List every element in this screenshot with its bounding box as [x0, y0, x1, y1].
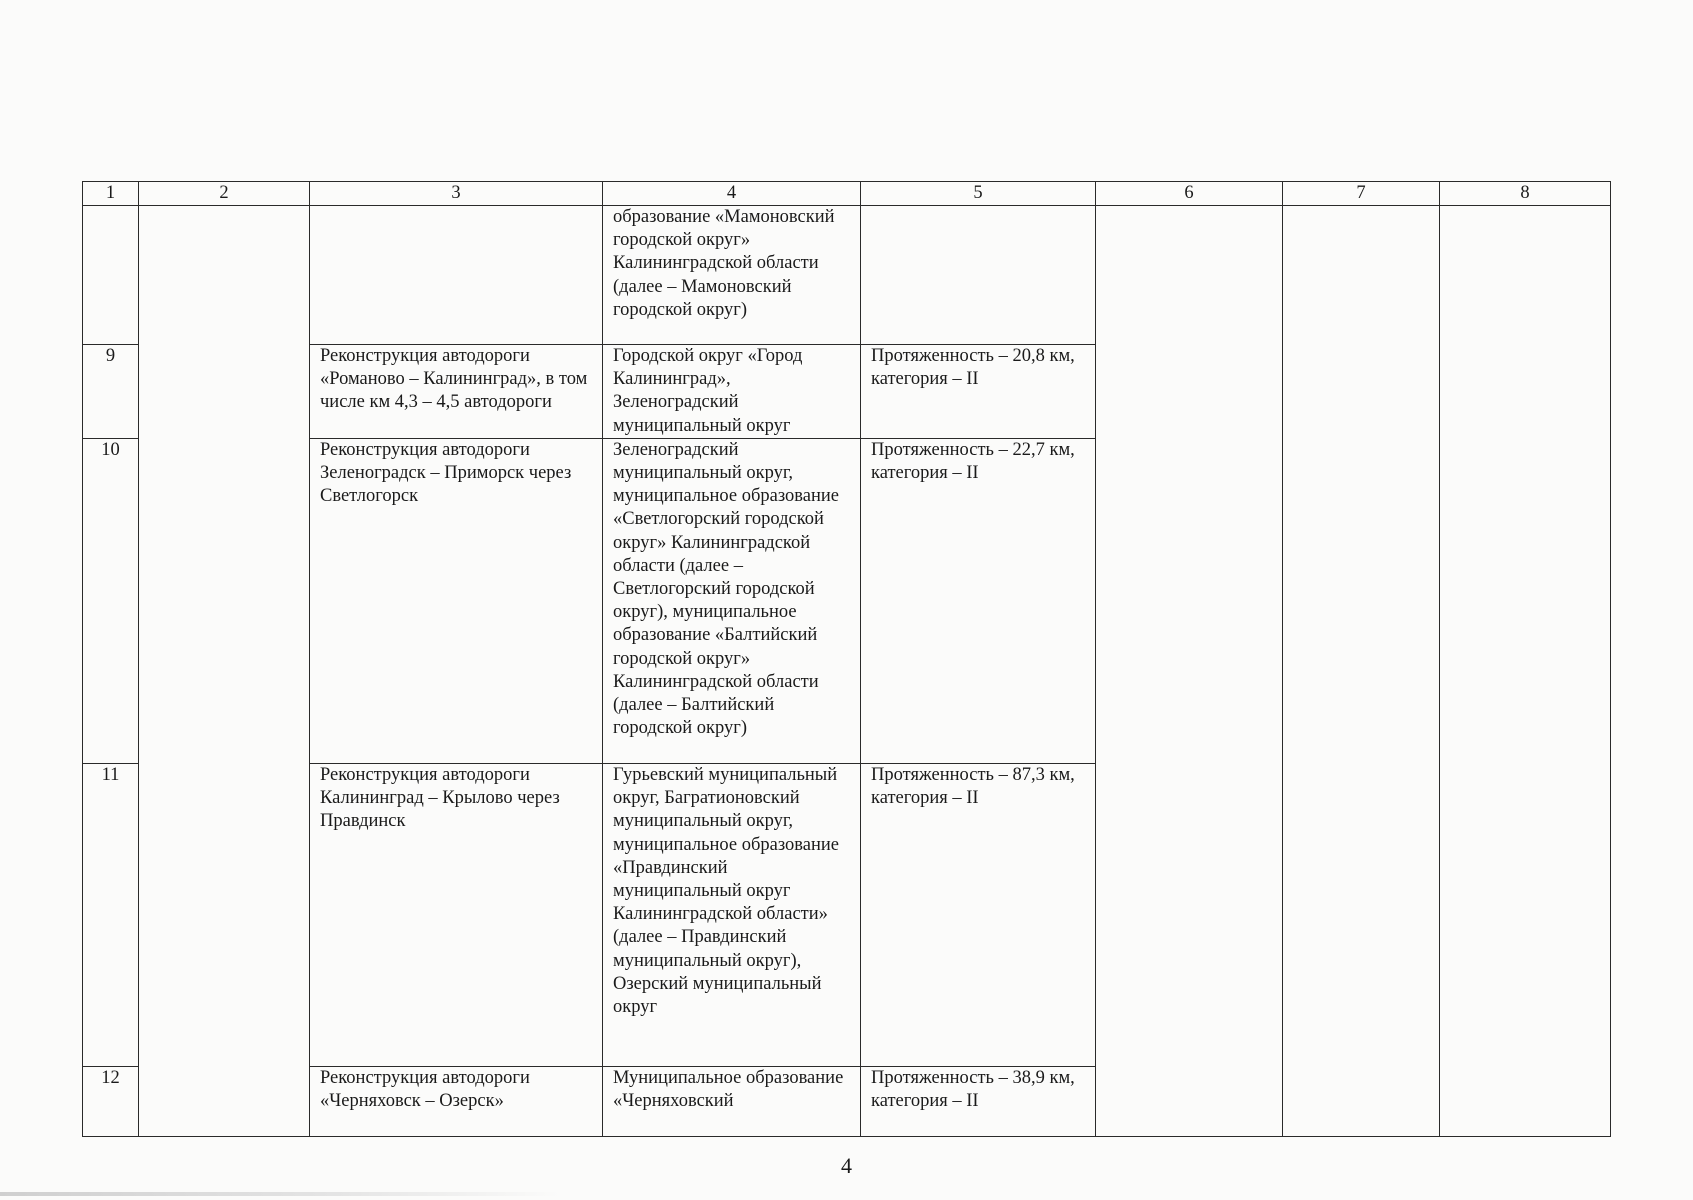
row-number-cell: 11: [83, 763, 139, 1066]
specs-cell: Протяженность – 22,7 км, категория – II: [861, 438, 1096, 763]
location-cell: Городской округ «Город Калининград», Зеленоградский муниципальный округ: [603, 345, 861, 439]
scan-artifact-line: [0, 1192, 560, 1196]
column-header-5: 5: [861, 182, 1096, 206]
data-table: [82, 181, 1611, 1137]
merged-column-6-cell: [1096, 206, 1283, 1137]
specs-cell: Протяженность – 20,8 км, категория – II: [861, 345, 1096, 439]
row-number-cell: 10: [83, 438, 139, 763]
specs-cell: Протяженность – 87,3 км, категория – II: [861, 763, 1096, 1066]
column-header-4: 4: [603, 182, 861, 206]
object-name-cell: Реконструкция автодороги «Романово – Калининград», в том числе км 4,3 – 4,5 автодороги: [310, 345, 603, 439]
object-name-cell: [310, 206, 603, 345]
column-header-7: 7: [1283, 182, 1440, 206]
location-cell: Зеленоградский муниципальный округ, муниципальное образование «Светлогорский городской округ» Калининградской области (далее – Светлогорский городской округ), муниципальное образование «Балтийский городской округ» Калининградской области (далее – Балтийский городской округ): [603, 438, 861, 763]
column-header-8: 8: [1440, 182, 1611, 206]
table-row-continuation: [83, 206, 1611, 345]
row-number-cell: 9: [83, 345, 139, 439]
object-name-cell: Реконструкция автодороги Зеленоградск – Приморск через Светлогорск: [310, 438, 603, 763]
specs-cell: Протяженность – 38,9 км, категория – II: [861, 1066, 1096, 1136]
location-cell: образование «Мамоновский городской округ» Калининградской области (далее – Мамоновский городской округ): [603, 206, 861, 345]
merged-column-7-cell: [1283, 206, 1440, 1137]
specs-cell: [861, 206, 1096, 345]
merged-column-2-cell: [139, 206, 310, 1137]
merged-column-8-cell: [1440, 206, 1611, 1137]
column-header-2: 2: [139, 182, 310, 206]
column-header-3: 3: [310, 182, 603, 206]
location-cell: Гурьевский муниципальный округ, Багратионовский муниципальный округ, муниципальное образование «Правдинский муниципальный округ Калининградской области» (далее – Правдинский муниципальный округ), Озерский муниципальный округ: [603, 763, 861, 1066]
row-number-cell: [83, 206, 139, 345]
page-number: 4: [841, 1153, 852, 1178]
object-name-cell: Реконструкция автодороги Калининград – Крылово через Правдинск: [310, 763, 603, 1066]
column-number-row: [83, 182, 1611, 206]
location-cell: Муниципальное образование «Черняховский: [603, 1066, 861, 1136]
column-header-6: 6: [1096, 182, 1283, 206]
object-name-cell: Реконструкция автодороги «Черняховск – Озерск»: [310, 1066, 603, 1136]
column-header-1: 1: [83, 182, 139, 206]
row-number-cell: 12: [83, 1066, 139, 1136]
